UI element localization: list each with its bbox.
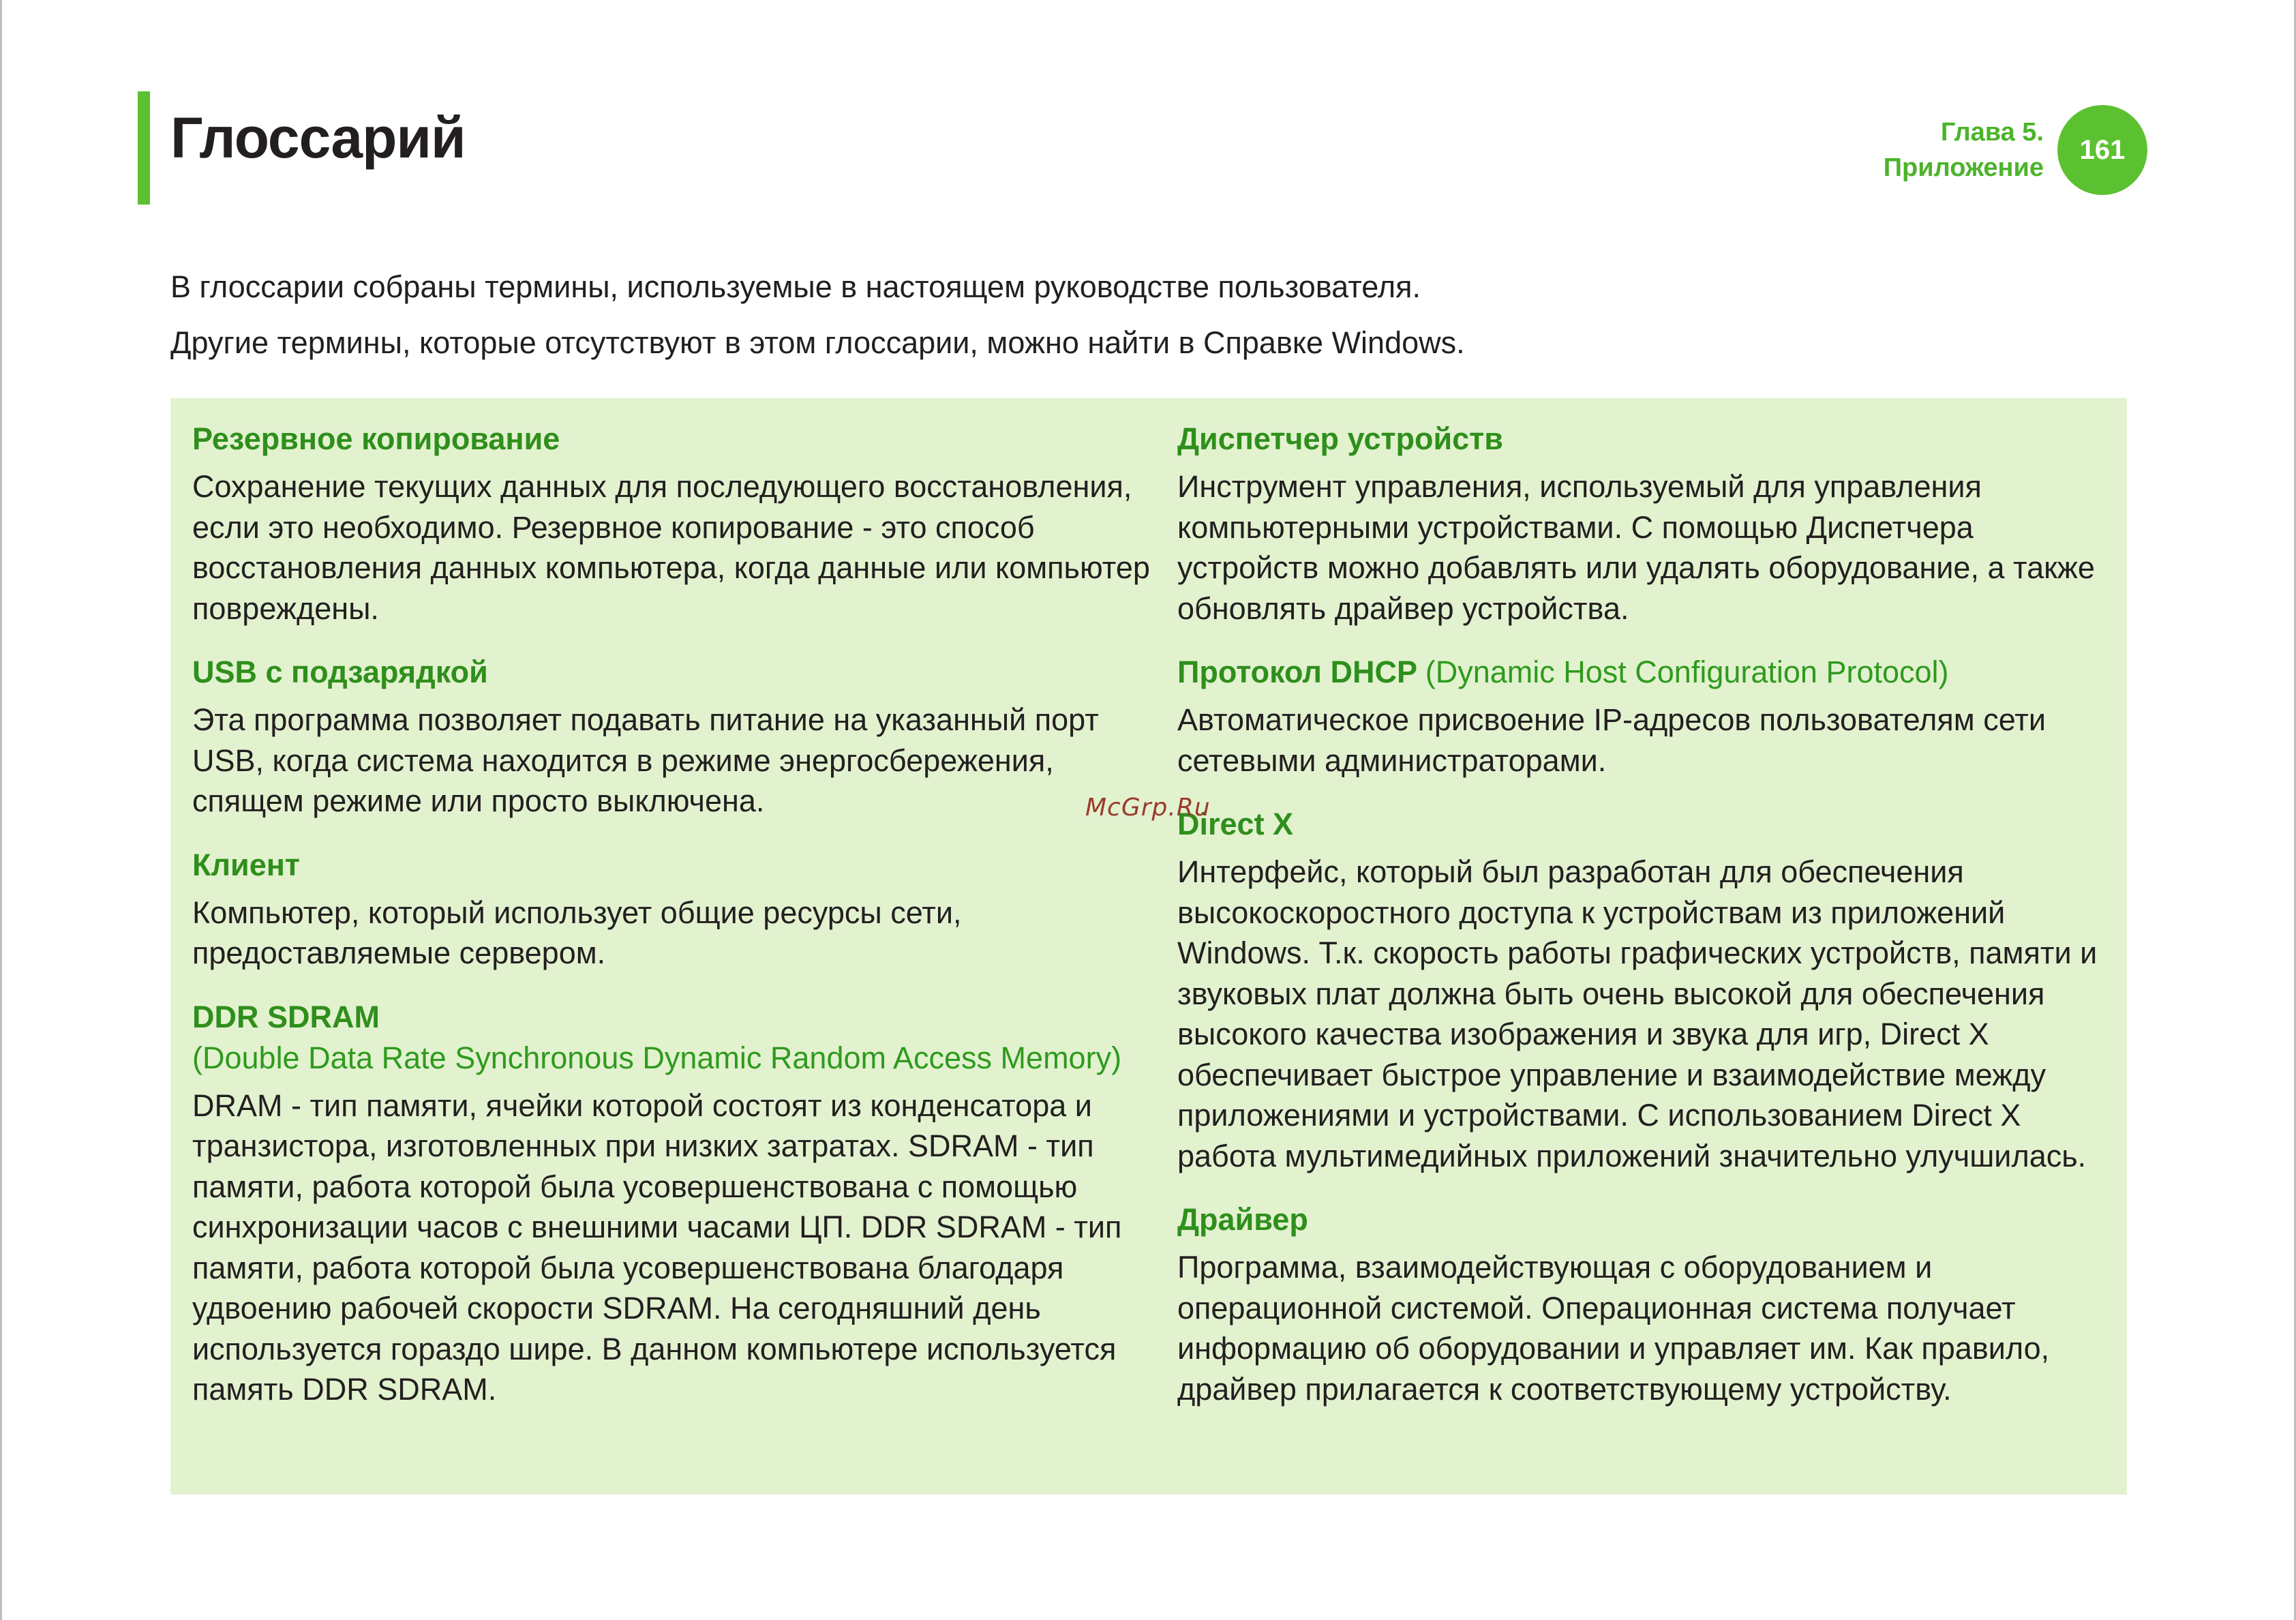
glossary-definition: Программа, взаимодействующая с оборудованием и операционной системой. Операционная система получает информацию об оборудовании и управляет им. Как правило, драйвер прилагается к соответствующему устройству.: [1177, 1250, 2050, 1407]
glossary-entry-device-manager: [1177, 419, 2111, 629]
title-accent-bar: [138, 91, 150, 205]
glossary-definition: Компьютер, который использует общие ресурсы сети, предоставляемые сервером.: [192, 895, 962, 970]
glossary-term: Диспетчер устройств: [1177, 421, 1503, 456]
page-number-badge: 161: [2057, 105, 2147, 195]
glossary-term: Драйвер: [1177, 1202, 1308, 1237]
intro-line-1: В глоссарии собраны термины, используемые в настоящем руководстве пользователя.: [170, 269, 1421, 304]
glossary-column-right: [1177, 419, 2111, 1432]
page-title: Глоссарий: [170, 106, 466, 170]
glossary-box: [170, 398, 2127, 1495]
glossary-entry-backup: [192, 419, 1153, 629]
glossary-definition: Сохранение текущих данных для последующего восстановления, если это необходимо. Резервное копирование - это способ восстановления данных компьютера, когда данные или компьютер повреждены.: [192, 469, 1150, 626]
chapter-label: [1884, 115, 2044, 185]
glossary-term: USB с подзарядкой: [192, 655, 488, 689]
glossary-term: Резервное копирование: [192, 421, 560, 456]
glossary-term-expansion: (Dynamic Host Configuration Protocol): [1425, 655, 1949, 689]
glossary-entry-usb-charging: [192, 652, 1153, 822]
glossary-definition: Автоматическое присвоение IP-адресов пользователям сети сетевыми администраторами.: [1177, 702, 2046, 778]
glossary-term: Клиент: [192, 847, 300, 882]
intro-text: [170, 259, 2181, 371]
watermark: McGrp.Ru: [1085, 794, 1211, 822]
glossary-definition: DRAM - тип памяти, ячейки которой состоят из конденсатора и транзистора, изготовленных при низких затратах. SDRAM - тип памяти, работа которой была усовершенствована с помощью синхронизации часов с внешними часами ЦП. DDR SDRAM - тип памяти, работа которой была усовершенствована благодаря удвоению рабочей скорости SDRAM. На сегодняшний день используется гораздо шире. В данном компьютере используется память DDR SDRAM.: [192, 1088, 1122, 1407]
glossary-entry-client: [192, 845, 1153, 974]
glossary-entry-driver: [1177, 1199, 2111, 1409]
glossary-entry-dhcp: [1177, 652, 2111, 781]
glossary-term-expansion: (Double Data Rate Synchronous Dynamic Random Access Memory): [192, 1040, 1122, 1075]
glossary-term: Direct X: [1177, 807, 1294, 841]
page-edge-left: [0, 0, 2, 1620]
glossary-column-left: [192, 419, 1153, 1433]
glossary-entry-ddr-sdram: [192, 997, 1153, 1410]
glossary-term: [192, 997, 1153, 1079]
glossary-definition: Инструмент управления, используемый для управления компьютерными устройствами. С помощью Диспетчера устройств можно добавлять или удалять оборудование, а также обновлять драйвер устройства.: [1177, 469, 2095, 626]
glossary-definition: Эта программа позволяет подавать питание на указанный порт USB, когда система находится в режиме энергосбережения, спящем режиме или просто выключена.: [192, 702, 1099, 818]
intro-line-2: Другие термины, которые отсутствуют в этом глоссарии, можно найти в Справке Windows.: [170, 325, 1465, 360]
glossary-definition: Интерфейс, который был разработан для обеспечения высокоскоростного доступа к устройствам из приложений Windows. Т.к. скорость работы графических устройств, памяти и звуковых плат должна быть очень высокой для обеспечения высокого качества изображения и звука для игр, Direct X обеспечивает быстрое управление и взаимодействие между приложениями и устройствами. С использованием Direct X работа мультимедийных приложений значительно улучшилась.: [1177, 854, 2098, 1173]
glossary-term-name: Протокол DHCP: [1177, 655, 1417, 689]
glossary-term-name: DDR SDRAM: [192, 999, 380, 1034]
chapter-name: Приложение: [1883, 153, 2044, 182]
chapter-number: Глава 5.: [1940, 118, 2044, 147]
glossary-term: [1177, 652, 2111, 693]
glossary-entry-directx: [1177, 804, 2111, 1176]
